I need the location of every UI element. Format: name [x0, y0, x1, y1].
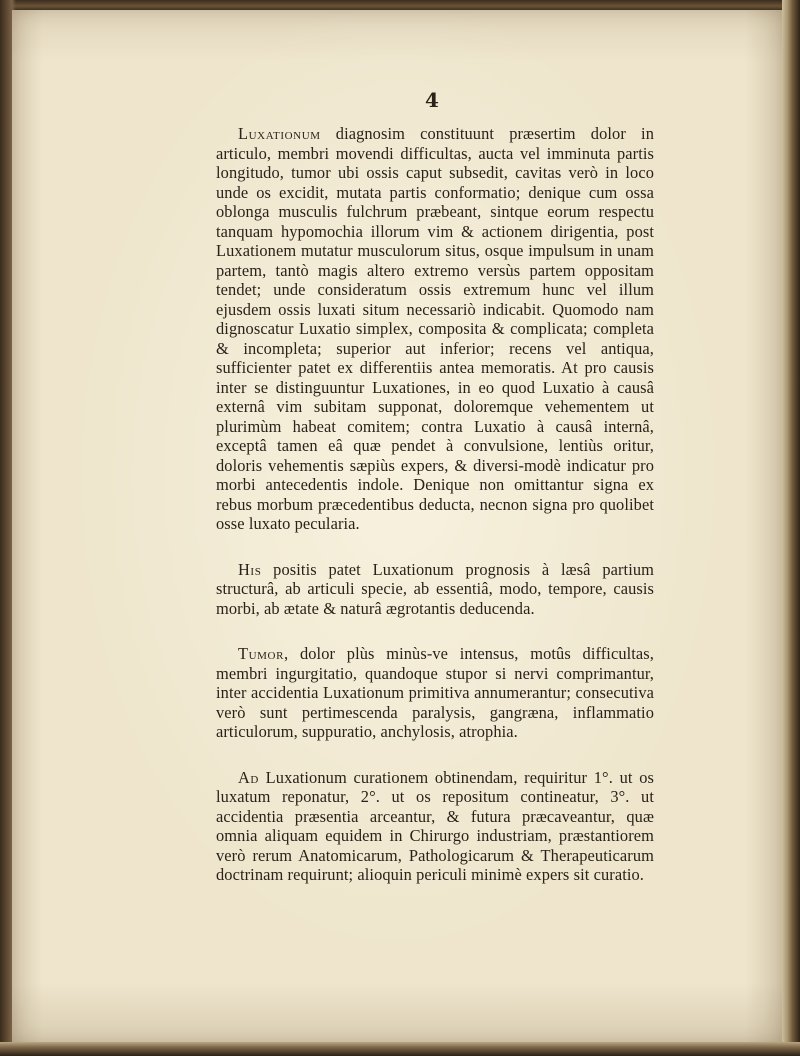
paragraph-prognosis	[216, 560, 654, 619]
paragraph-lead-word: Ad	[238, 767, 259, 787]
paragraph-lead-word: Luxationum	[238, 124, 321, 143]
paragraph-text: positis patet Luxationum prognosis à læsâ partium structurâ, ab articuli specie, ab essentiâ, modo, tempore, causis morbi, ab ætate & naturâ ægrotantis deducenda.	[216, 559, 654, 618]
paragraph-lead-word: Tumor	[238, 644, 285, 663]
body-text	[216, 124, 654, 911]
paragraph-lead-word: His	[238, 559, 262, 579]
paragraph-diagnosis	[216, 124, 654, 534]
page-number: 4	[425, 88, 439, 112]
paragraph-text: diagnosim constituunt præsertim dolor in articulo, membri movendi difficultas, aucta vel imminuta partis longitudo, tumor ubi ossis caput subsedit, cavitas verò in loco unde os excidit, mutata partis conformatio; denique cum ossa oblonga musculis fulchrum præbeant, sintque eorum respectu tanquam hypomochia illorum vim & actionem dirigentia, post Luxationem mutatur musculorum situs, osque impulsum in unam partem, tantò magis altero extremo versùs partem oppositam tendet; unde consideratum ossis extremum hunc vel illum ejusdem ossis luxati situm necessariò indicabit. Quomodo nam dignoscatur Luxatio simplex, composita & complicata; completa & incompleta; superior aut inferior; recens vel antiqua, sufficienter patet ex differentiis antea memoratis. At pro causis inter se distinguuntur Luxationes, in eo quod Luxatio à causâ externâ vim subitam supponat, doloremque vehementem ut plurimùm habeat comitem; contra Luxatio à causâ internâ, exceptâ tamen eâ quæ pendet à convulsione, lentiùs oritur, doloris vehementis sæpiùs expers, & diversi-modè indicatur pro morbi antecedentis indole. Denique non omittantur signa ex rebus morbum præcedentibus deducta, necnon signa pro quolibet osse luxato pecularia.	[216, 124, 654, 533]
paragraph-text: Luxationum curationem obtinendam, requiritur 1°. ut os luxatum reponatur, 2°. ut os repositum contineatur, 3°. ut accidentia præsentia arceantur, & futura præcaveantur, quæ omnia aliquam equidem in Chirurgo industriam, præstantiorem verò rerum Anatomicarum, Pathologicarum & Therapeuticarum doctrinam requirunt; alioquin periculi minimè expers sit curatio.	[216, 767, 654, 884]
paragraph-accidents	[216, 644, 654, 742]
paragraph-text: , dolor plùs minùs-ve intensus, motûs difficultas, membri ingurgitatio, quandoque stupor si nervi comprimantur, inter accidentia Luxationum primitiva annumerantur; consecutiva verò sunt pertimescenda paralysis, gangræna, inflammatio articulorum, suppuratio, anchylosis, atrophia.	[216, 644, 654, 741]
page-edge-right	[782, 0, 800, 1056]
page-edge-bottom	[0, 1042, 800, 1056]
paragraph-treatment	[216, 768, 654, 885]
